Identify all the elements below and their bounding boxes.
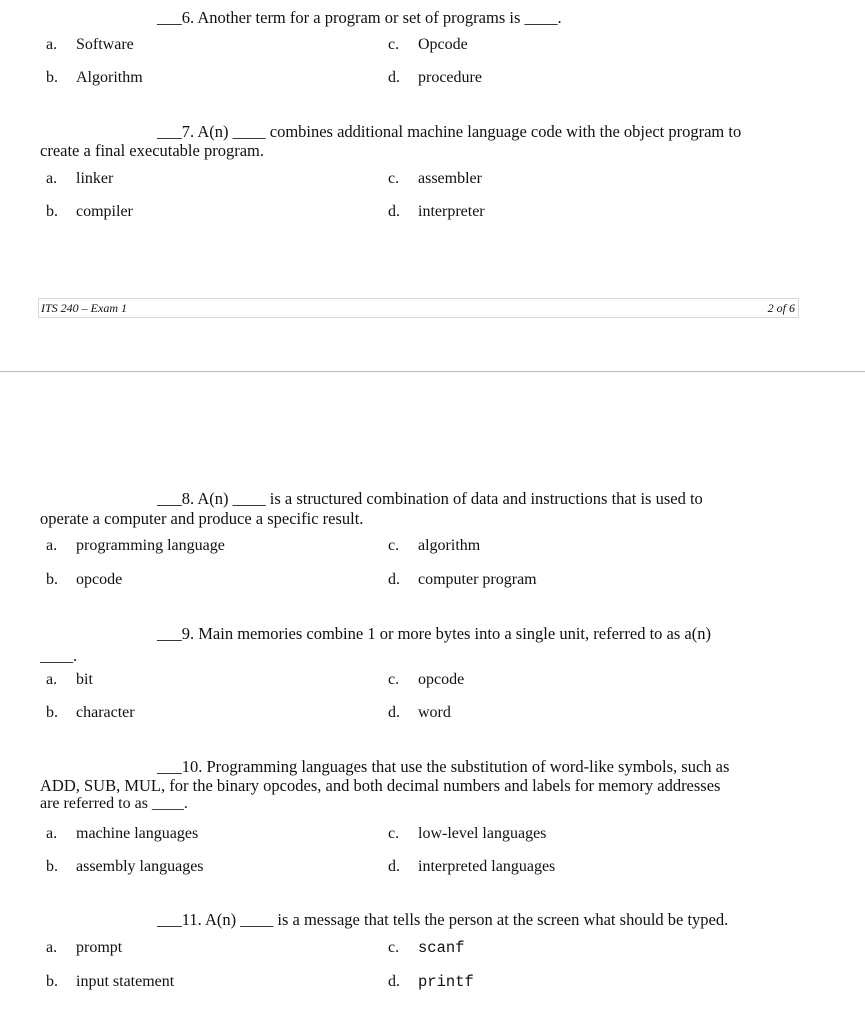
option-text: assembler (418, 170, 482, 187)
option-text: Software (76, 36, 134, 53)
option-b[interactable] (46, 571, 122, 589)
option-c[interactable] (388, 939, 465, 957)
option-c[interactable] (388, 170, 482, 188)
option-b[interactable] (46, 973, 174, 991)
option-letter: b. (46, 203, 58, 220)
question-10-text: ___10. Programming languages that use the substitution of word-like symbols, such as (157, 757, 730, 776)
option-letter: d. (388, 571, 400, 588)
option-d[interactable] (388, 704, 451, 722)
question-7-text-cont: create a final executable program. (40, 141, 264, 160)
option-letter: b. (46, 69, 58, 86)
page-footer (38, 298, 799, 318)
option-letter: c. (388, 939, 400, 956)
option-d[interactable] (388, 571, 537, 589)
option-letter: b. (46, 571, 58, 588)
option-b[interactable] (46, 704, 135, 722)
option-a[interactable] (46, 939, 122, 957)
question-6-text: ___6. Another term for a program or set of programs is ____. (157, 8, 562, 27)
option-text: bit (76, 671, 93, 688)
footer-page-number: 2 of 6 (767, 301, 795, 315)
option-a[interactable] (46, 537, 225, 555)
question-11-text: ___11. A(n) ____ is a message that tells the person at the screen what should be typed. (157, 910, 729, 929)
option-letter: c. (388, 825, 400, 842)
option-letter: b. (46, 704, 58, 721)
question-10-text-cont: ADD, SUB, MUL, for the binary opcodes, and both decimal numbers and labels for memory addresses (40, 776, 721, 795)
question-7-text: ___7. A(n) ____ combines additional machine language code with the object program to (157, 122, 742, 141)
option-letter: a. (46, 36, 58, 53)
option-text: Opcode (418, 36, 468, 53)
option-text: algorithm (418, 537, 481, 554)
option-text: prompt (76, 939, 123, 956)
footer-course: ITS 240 – Exam 1 (41, 301, 127, 315)
option-text: input statement (76, 973, 175, 990)
question-9-text: ___9. Main memories combine 1 or more bytes into a single unit, referred to as a(n) (157, 624, 711, 643)
option-a[interactable] (46, 671, 93, 689)
option-d[interactable] (388, 858, 555, 876)
option-letter: c. (388, 36, 400, 53)
option-text: interpreted languages (418, 858, 556, 875)
question-9-text-cont: ____. (40, 646, 78, 665)
option-b[interactable] (46, 203, 133, 221)
option-c[interactable] (388, 537, 480, 555)
option-text: printf (418, 973, 474, 991)
option-letter: a. (46, 939, 58, 956)
option-text: opcode (76, 571, 123, 588)
option-text: scanf (418, 939, 465, 957)
option-text: procedure (418, 69, 482, 86)
question-8-text: ___8. A(n) ____ is a structured combination of data and instructions that is used to (157, 489, 703, 508)
option-a[interactable] (46, 825, 198, 843)
question-10-text-cont-2: are referred to as ____. (40, 795, 188, 812)
option-letter: a. (46, 825, 58, 842)
option-d[interactable] (388, 973, 474, 991)
option-letter: c. (388, 170, 400, 187)
option-text: character (76, 704, 135, 721)
option-text: compiler (76, 203, 133, 220)
option-b[interactable] (46, 858, 204, 876)
option-text: linker (76, 170, 114, 187)
option-text: programming language (76, 537, 225, 554)
option-text: low-level languages (418, 825, 547, 842)
option-letter: c. (388, 671, 400, 688)
option-text: computer program (418, 571, 537, 588)
page-break-divider (0, 371, 865, 372)
option-letter: d. (388, 858, 400, 875)
option-text: machine languages (76, 825, 199, 842)
option-text: Algorithm (76, 69, 143, 86)
question-8-text-cont: operate a computer and produce a specific result. (40, 509, 364, 528)
option-letter: b. (46, 973, 58, 990)
option-b[interactable] (46, 69, 143, 87)
option-letter: c. (388, 537, 400, 554)
option-text: assembly languages (76, 858, 204, 875)
option-letter: d. (388, 203, 400, 220)
option-a[interactable] (46, 36, 134, 54)
option-c[interactable] (388, 36, 468, 54)
option-c[interactable] (388, 671, 464, 689)
option-letter: d. (388, 69, 400, 86)
option-text: opcode (418, 671, 465, 688)
option-letter: a. (46, 671, 58, 688)
option-letter: a. (46, 170, 58, 187)
option-d[interactable] (388, 69, 482, 87)
option-text: interpreter (418, 203, 485, 220)
option-c[interactable] (388, 825, 546, 843)
option-letter: b. (46, 858, 58, 875)
option-a[interactable] (46, 170, 113, 188)
option-letter: d. (388, 704, 400, 721)
option-text: word (418, 704, 451, 721)
option-d[interactable] (388, 203, 485, 221)
option-letter: d. (388, 973, 400, 990)
option-letter: a. (46, 537, 58, 554)
